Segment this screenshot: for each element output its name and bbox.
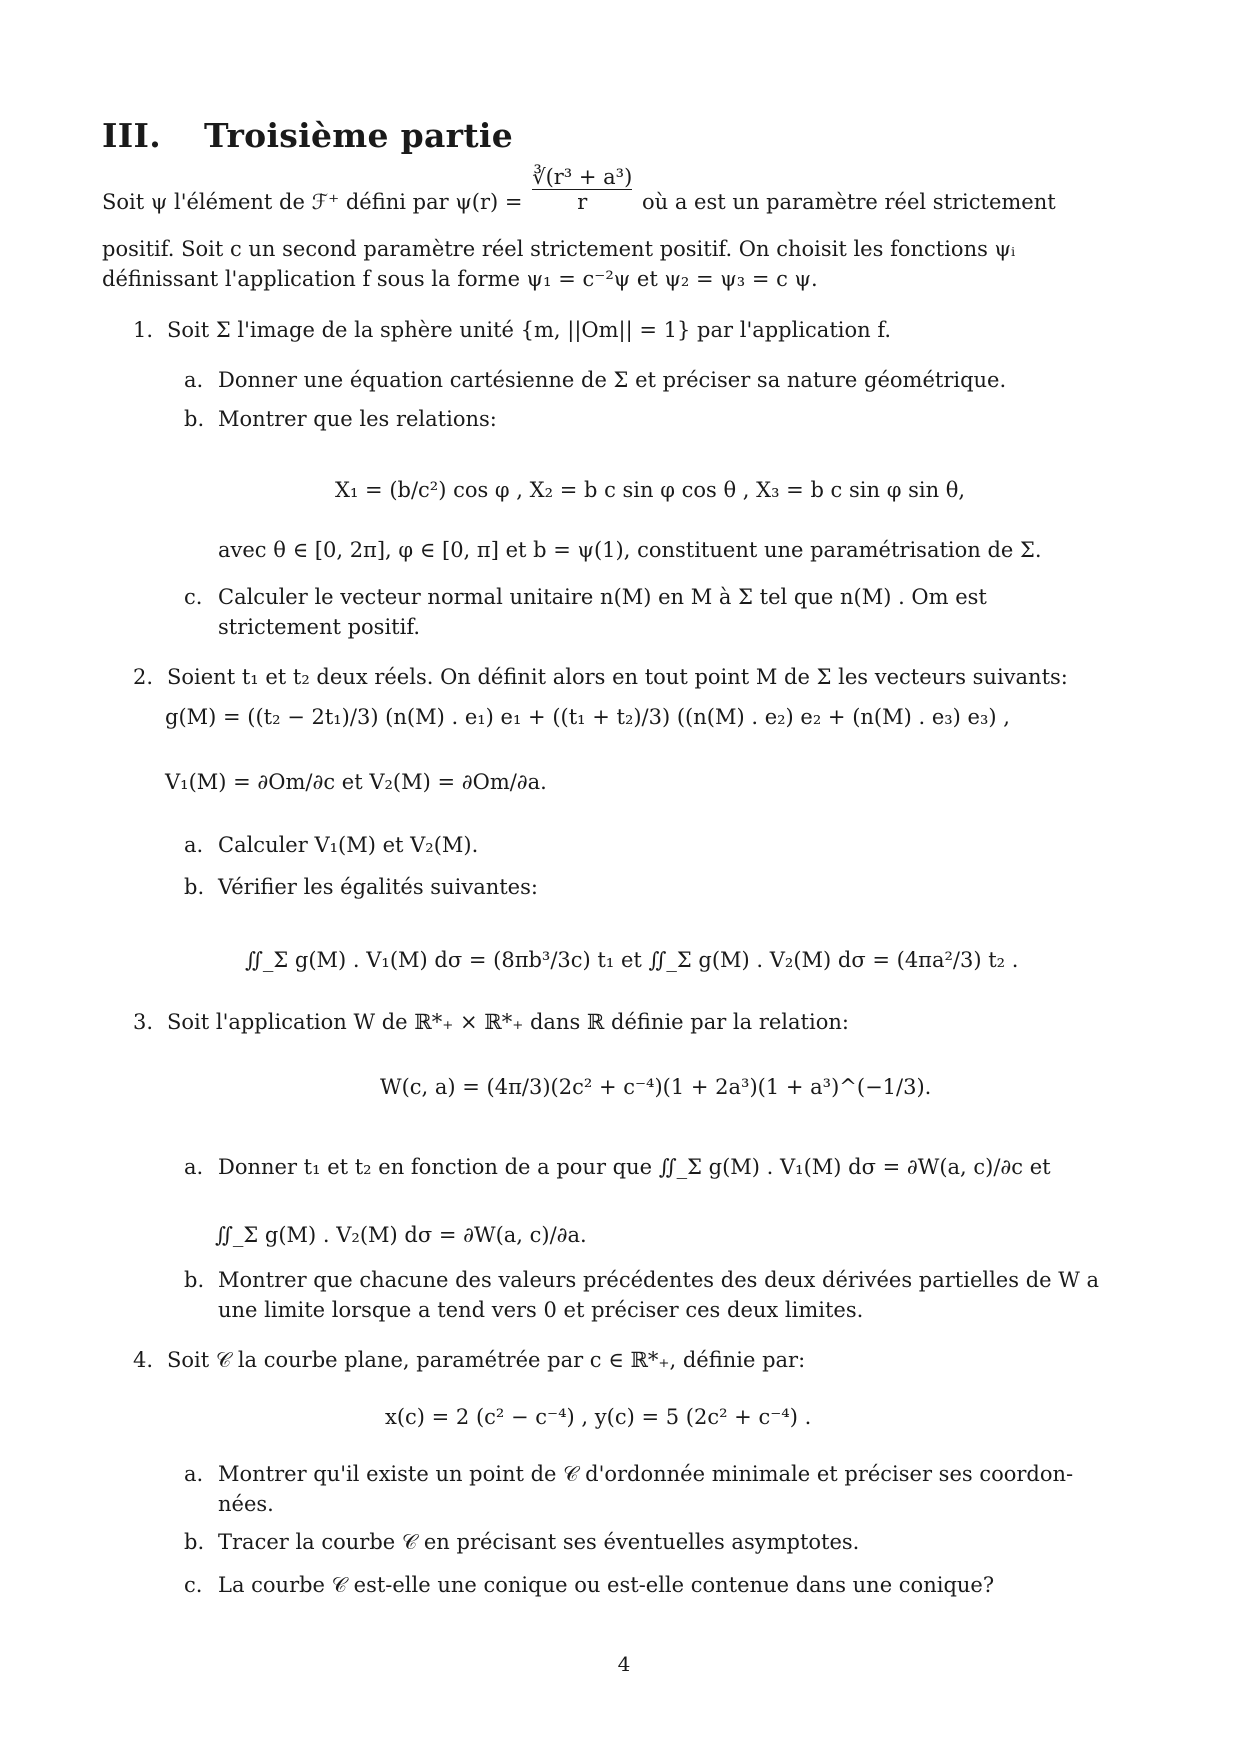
question-2b-equation: ∬_Σ g(M) . V₁(M) dσ = (8πb³/3c) t₁ et ∬_Σ g(M) . V₂(M) dσ = (4πa²/3) t₂ . xyxy=(245,948,1019,972)
question-3-text: Soit l'application W de ℝ*₊ × ℝ*₊ dans ℝ définie par la relation: xyxy=(167,1010,849,1034)
question-3a-label: a. xyxy=(184,1155,204,1179)
question-4 xyxy=(133,1348,805,1373)
psi-denominator: r xyxy=(532,189,632,214)
question-3-label: 3. xyxy=(133,1010,154,1034)
question-1c xyxy=(184,585,987,609)
question-3-equation: W(c, a) = (4π/3)(2c² + c⁻⁴)(1 + 2a³)(1 + a³)^(−1/3). xyxy=(380,1075,932,1099)
question-1b-after: avec θ ∈ [0, 2π], φ ∈ [0, π] et b = ψ(1), constituent une paramétrisation de Σ. xyxy=(218,538,1042,562)
question-3 xyxy=(133,1010,849,1034)
intro-line-1-pre: Soit ψ l'élément de ℱ⁺ défini par ψ(r) = xyxy=(102,190,523,214)
question-2a xyxy=(184,833,478,857)
question-4-label: 4. xyxy=(133,1348,154,1372)
question-1a xyxy=(184,368,1006,392)
question-1-label: 1. xyxy=(133,318,154,342)
question-4a-label: a. xyxy=(184,1462,204,1486)
question-1b xyxy=(184,407,497,431)
question-3a xyxy=(184,1155,1051,1179)
question-2b-label: b. xyxy=(184,875,205,899)
question-4b xyxy=(184,1530,859,1555)
question-4a xyxy=(184,1462,1073,1487)
intro-line-3: définissant l'application f sous la forme ψ₁ = c⁻²ψ et ψ₂ = ψ₃ = c ψ. xyxy=(102,267,818,291)
question-1a-label: a. xyxy=(184,368,204,392)
question-4c xyxy=(184,1573,994,1598)
question-3b-label: b. xyxy=(184,1268,205,1292)
question-1 xyxy=(133,318,891,342)
intro-line-1 xyxy=(102,164,1056,214)
psi-fraction xyxy=(532,165,632,214)
page-number: 4 xyxy=(617,1652,631,1676)
question-2b-text: Vérifier les égalités suivantes: xyxy=(218,875,538,899)
section-number: III. xyxy=(102,116,161,155)
question-1-text: Soit Σ l'image de la sphère unité {m, ||Om|| = 1} par l'application f. xyxy=(167,318,892,342)
question-3b-line-2: une limite lorsque a tend vers 0 et préciser ces deux limites. xyxy=(218,1298,864,1322)
question-3b xyxy=(184,1268,1099,1292)
question-3b-line-1: Montrer que chacune des valeurs précédentes des deux dérivées partielles de W a xyxy=(218,1268,1100,1292)
question-1c-line-2: strictement positif. xyxy=(218,615,421,639)
question-2-v-equation: V₁(M) = ∂Om/∂c et V₂(M) = ∂Om/∂a. xyxy=(165,770,547,794)
question-1a-text: Donner une équation cartésienne de Σ et préciser sa nature géométrique. xyxy=(218,368,1007,392)
question-2 xyxy=(133,665,1068,689)
question-1b-label: b. xyxy=(184,407,205,431)
question-1b-text: Montrer que les relations: xyxy=(218,407,497,431)
question-2-label: 2. xyxy=(133,665,154,689)
question-4b-label: b. xyxy=(184,1530,205,1554)
question-4c-text: La courbe 𝒞 est-elle une conique ou est-elle contenue dans une conique? xyxy=(218,1573,995,1597)
question-1b-equation: X₁ = (b/c²) cos φ , X₂ = b c sin φ cos θ , X₃ = b c sin φ sin θ, xyxy=(335,478,966,502)
question-2-text: Soient t₁ et t₂ deux réels. On définit alors en tout point M de Σ les vecteurs suivants: xyxy=(167,665,1068,689)
question-4c-label: c. xyxy=(184,1573,203,1597)
question-2-g-equation: g(M) = ((t₂ − 2t₁)/3) (n(M) . e₁) e₁ + ((t₁ + t₂)/3) ((n(M) . e₂) e₂ + (n(M) . e₃) e₃) , xyxy=(165,705,1010,729)
question-1c-label: c. xyxy=(184,585,203,609)
psi-numerator: ∛(r³ + a³) xyxy=(532,164,633,189)
section-heading: Troisième partie xyxy=(204,116,514,155)
intro-line-1-post: où a est un paramètre réel strictement xyxy=(641,190,1056,214)
question-4-equation: x(c) = 2 (c² − c⁻⁴) , y(c) = 5 (2c² + c⁻⁴) . xyxy=(385,1405,812,1429)
question-4a-line-1: Montrer qu'il existe un point de 𝒞 d'ordonnée minimale et préciser ses coordon- xyxy=(218,1462,1074,1486)
question-3a-line-2: ∬_Σ g(M) . V₂(M) dσ = ∂W(a, c)/∂a. xyxy=(215,1223,587,1247)
question-4b-text: Tracer la courbe 𝒞 en précisant ses éventuelles asymptotes. xyxy=(218,1530,860,1554)
intro-line-2: positif. Soit c un second paramètre réel strictement positif. On choisit les fonctions ψᵢ xyxy=(102,237,1016,261)
question-2a-label: a. xyxy=(184,833,204,857)
question-2a-text: Calculer V₁(M) et V₂(M). xyxy=(218,833,479,857)
section-title xyxy=(102,116,513,155)
question-1c-line-1: Calculer le vecteur normal unitaire n(M) en M à Σ tel que n(M) . Om est xyxy=(218,585,987,609)
question-3a-line-1: Donner t₁ et t₂ en fonction de a pour que ∬_Σ g(M) . V₁(M) dσ = ∂W(a, c)/∂c et xyxy=(218,1155,1051,1179)
question-4a-line-2: nées. xyxy=(218,1492,274,1516)
question-4-text: Soit 𝒞 la courbe plane, paramétrée par c ∈ ℝ*₊, définie par: xyxy=(167,1348,806,1372)
question-2b xyxy=(184,875,538,899)
